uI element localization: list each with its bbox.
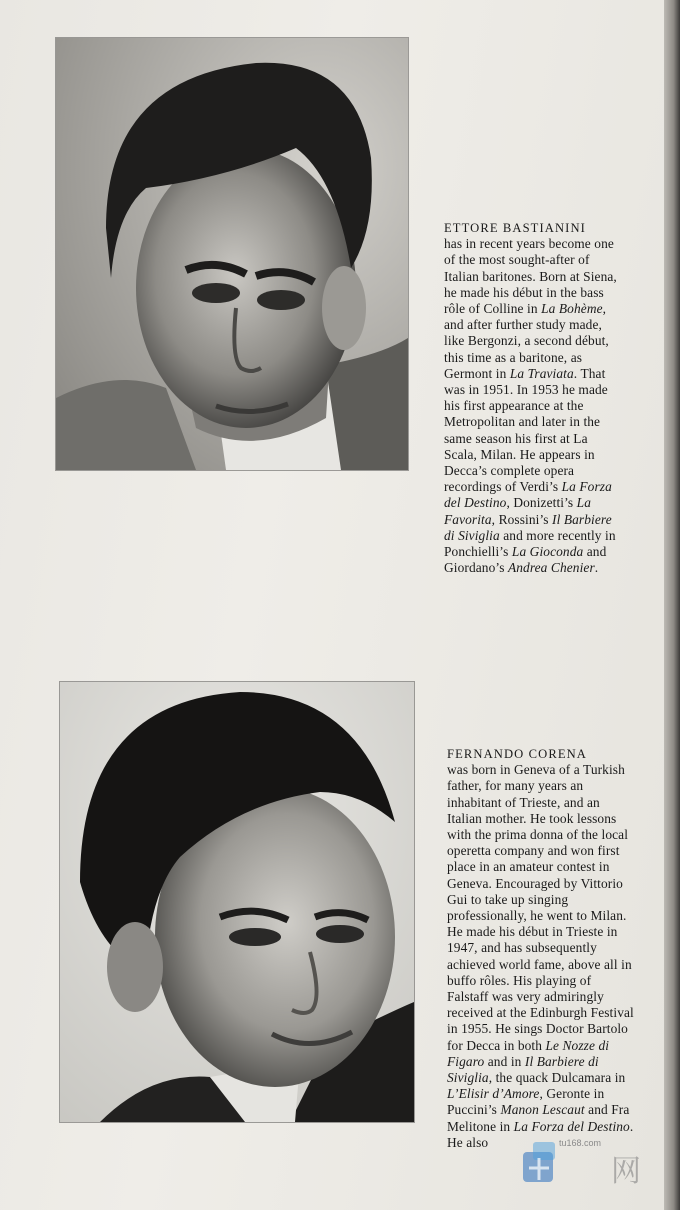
watermark-site: tu168.com (559, 1138, 602, 1148)
portrait-photo-bastianini (56, 38, 408, 470)
bio-text-segment: was born in Geneva of a Turkish father, for many years an inhabitant of Trieste, and an Italian mother. He took lessons with the prima donna of the local operetta company and won first place in an amateur contest in Geneva. Encouraged by Vittorio Gui to take up singing professionally, he went to Milan. He made his début in Trieste in 1947, and has subsequently achieved world fame, above all in buffo rôles. His playing of Falstaff was very admiringly received at the Edinburgh Festival in 1955. He sings Doctor Bartolo for Decca in both (447, 762, 634, 1053)
work-title: Il Barbiere di Siviglia (444, 511, 612, 543)
bio-text-segment: . That was in 1951. In 1953 he made his first appearance at the Metropolitan and later in the same season his first at La Scala, Milan. He appears in Decca’s complete opera recordings of Verdi’s (444, 365, 608, 495)
bio-text-segment: , Donizetti’s (506, 495, 577, 511)
bio-corena (447, 746, 635, 1151)
work-title: Le Nozze di Figaro (447, 1037, 610, 1069)
bio-text-segment: . He also (447, 1118, 634, 1150)
watermark-char: 网 (611, 1154, 641, 1189)
work-title: La Forza del Destino (513, 1118, 630, 1134)
portrait-photo-corena (60, 682, 414, 1122)
bio-bastianini (444, 220, 624, 576)
work-title: La Bohème (541, 301, 603, 317)
bio-text (447, 762, 634, 1150)
page-edge (664, 0, 680, 1210)
bio-text-segment: and in (484, 1053, 525, 1069)
bio-text-segment: , the quack Dulcamara in (488, 1070, 626, 1086)
bio-name: ETTORE BASTIANINI (444, 221, 586, 235)
bio-text-segment: . (594, 560, 599, 576)
bio-text-segment: , and after further study made, like Bergonzi, a second début, this time as a baritone, as Germont in (444, 301, 609, 381)
work-title: La Forza del Destino (444, 479, 612, 511)
bio-name: FERNANDO CORENA (447, 747, 587, 761)
watermark-logo-icon (515, 1138, 565, 1188)
bio-text-segment: and Giordano’s (444, 544, 607, 576)
bio-text (444, 236, 617, 575)
work-title: Manon Lescaut (500, 1102, 585, 1118)
work-title: Il Barbiere di Siviglia (447, 1053, 599, 1086)
work-title: Andrea Chenier (507, 560, 595, 576)
bio-text-segment: has in recent years become one of the most sought-after of Italian baritones. Born at Siena, he made his début in the bass rôle of Colline in (444, 236, 617, 317)
bio-text-segment: , Rossini’s (491, 511, 553, 527)
work-title: La Favorita (444, 495, 592, 527)
watermark (515, 1134, 665, 1190)
bio-text-segment: , Geronte in Puccini’s (447, 1086, 605, 1118)
work-title: La Traviata (509, 365, 574, 381)
work-title: L’Elisir d’Amore (447, 1086, 540, 1102)
work-title: La Gioconda (511, 544, 584, 560)
bio-text-segment: and more recently in Ponchielli’s (444, 527, 616, 560)
bio-text-segment: and Fra Melitone in (447, 1102, 630, 1134)
